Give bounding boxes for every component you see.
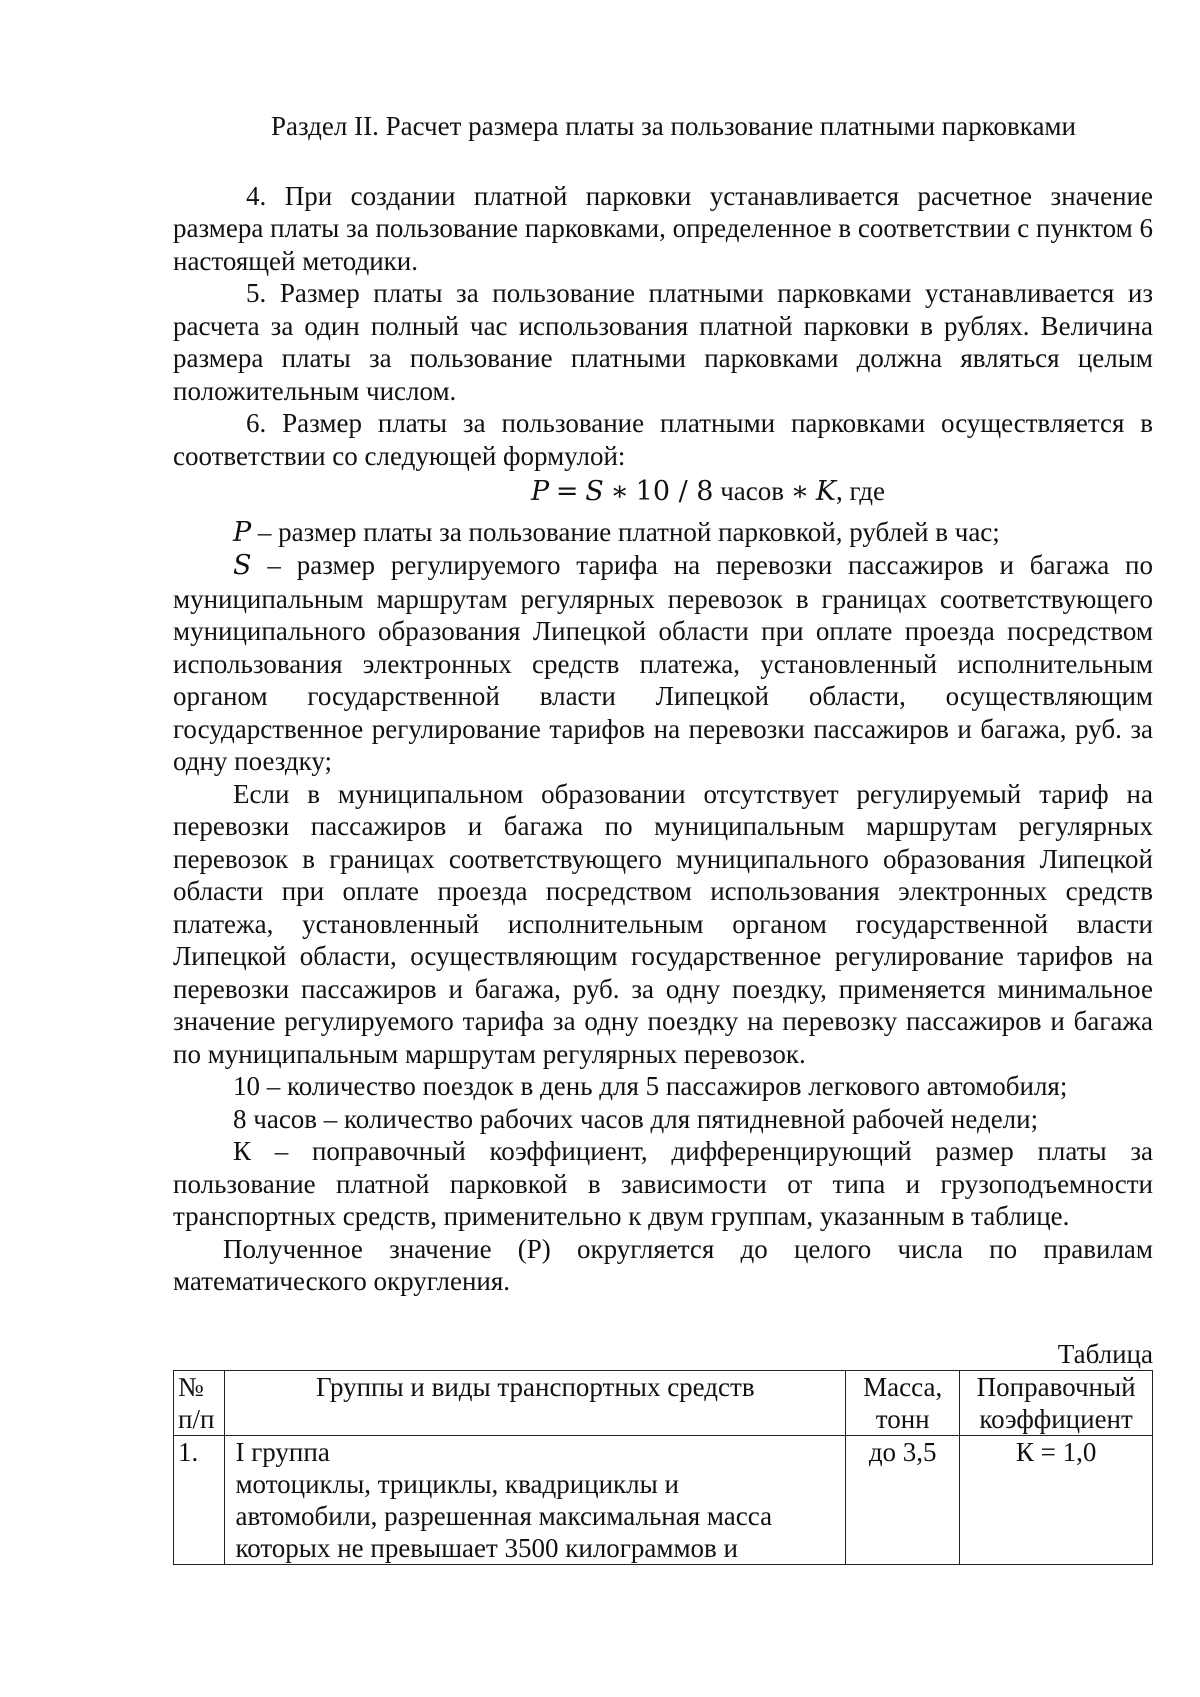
- formula-tail: , где: [836, 476, 885, 506]
- definition-p: [173, 516, 1153, 550]
- paragraph-6: 6. Размер платы за пользование платными парковками осуществляется в соответствии со следующей формулой:: [173, 408, 1153, 471]
- formula-ratio: 10 / 8: [635, 476, 714, 507]
- definition-s: [173, 549, 1153, 778]
- row-group: [225, 1436, 846, 1565]
- definition-k: К – поправочный коэффициент, дифференцирующий размер платы за пользование платной парковкой в зависимости от типа и грузоподъемности транспортных средств, применительно к двум группам, указанным в таблице.: [173, 1136, 1153, 1231]
- formula-hours: часов: [720, 476, 784, 506]
- definition-eight: 8 часов – количество рабочих часов для пятидневной рабочей недели;: [233, 1103, 1039, 1134]
- paragraph-5: 5. Размер платы за пользование платными парковками устанавливается из расчета за один полный час использования платной парковки в рублях. Величина размера платы за пользование платными парковками должна являться целым положительным числом.: [173, 278, 1153, 406]
- table-header-row: [174, 1371, 1153, 1436]
- header-number: [174, 1371, 225, 1436]
- header-coefficient: [960, 1371, 1153, 1436]
- header-coefficient-line2: коэффициент: [979, 1404, 1133, 1434]
- table-caption: Таблица: [1057, 1338, 1153, 1369]
- row-group-line1: I группа: [235, 1437, 330, 1467]
- row-group-line4: которых не превышает 3500 килограммов и: [235, 1533, 738, 1563]
- header-mass: [846, 1371, 960, 1436]
- formula-multiply-2: ∗: [790, 476, 810, 507]
- header-mass-line2: тонн: [875, 1404, 930, 1434]
- formula-s: S: [585, 476, 604, 507]
- row-group-line3: автомобили, разрешенная максимальная масса: [235, 1501, 773, 1531]
- header-coefficient-line1: Поправочный: [976, 1372, 1136, 1402]
- document-page: [173, 110, 1153, 1565]
- definition-s-var: S: [233, 550, 252, 581]
- row-coefficient: К = 1,0: [960, 1436, 1153, 1565]
- paragraph-if-absent: Если в муниципальном образовании отсутствует регулируемый тариф на перевозки пассажиров и багажа по муниципальным маршрутам регулярных перевозок в границах соответствующего муниципального образования Липецкой области при оплате проезда посредством использования электронных средств платежа, установленный исполнительным органом государственной власти Липецкой области, осуществляющим государственное регулирование тарифов на перевозки пассажиров и багажа, руб. за одну поездку, применяется минимальное значение регулируемого тарифа за одну поездку на перевозку пассажиров и багажа по муниципальным маршрутам регулярных перевозок.: [173, 778, 1153, 1069]
- definition-p-var: P: [233, 516, 252, 548]
- header-mass-line1: Масса,: [863, 1372, 943, 1402]
- formula-multiply-1: ∗: [610, 476, 629, 507]
- table-row: [174, 1436, 1153, 1565]
- row-number: 1.: [174, 1436, 225, 1565]
- formula: [173, 475, 1153, 509]
- formula-equals: =: [555, 476, 579, 507]
- coefficient-table: [173, 1370, 1153, 1565]
- formula-p: P: [531, 476, 550, 507]
- definition-s-text: – размер регулируемого тарифа на перевозки пассажиров и багажа по муниципальным маршрутам регулярных перевозок в границах соответствующего муниципального образования Липецкой области при оплате проезда посредством использования электронных средств платежа, установленный исполнительным органом государственной власти Липецкой области, осуществляющим государственное регулирование тарифов на перевозки пассажиров и багажа, руб. за одну поездку;: [173, 550, 1153, 776]
- header-groups: Группы и виды транспортных средств: [225, 1371, 846, 1436]
- definition-p-text: – размер платы за пользование платной парковкой, рублей в час;: [251, 516, 1000, 547]
- row-group-line2: мотоциклы, трициклы, квадрициклы и: [235, 1469, 679, 1499]
- header-number-line1: №: [178, 1372, 204, 1402]
- paragraph-rounding: Полученное значение (Р) округляется до целого числа по правилам математического округления.: [173, 1233, 1153, 1296]
- definition-ten: 10 – количество поездок в день для 5 пассажиров легкового автомобиля;: [233, 1071, 1068, 1101]
- section-title: Раздел II. Расчет размера платы за пользование платными парковками: [271, 111, 1076, 141]
- row-mass: до 3,5: [846, 1436, 960, 1565]
- formula-k: K: [815, 476, 837, 507]
- paragraph-4: 4. При создании платной парковки устанавливается расчетное значение размера платы за пользование парковками, определенное в соответствии с пунктом 6 настоящей методики.: [173, 180, 1153, 276]
- header-number-line2: п/п: [178, 1404, 215, 1434]
